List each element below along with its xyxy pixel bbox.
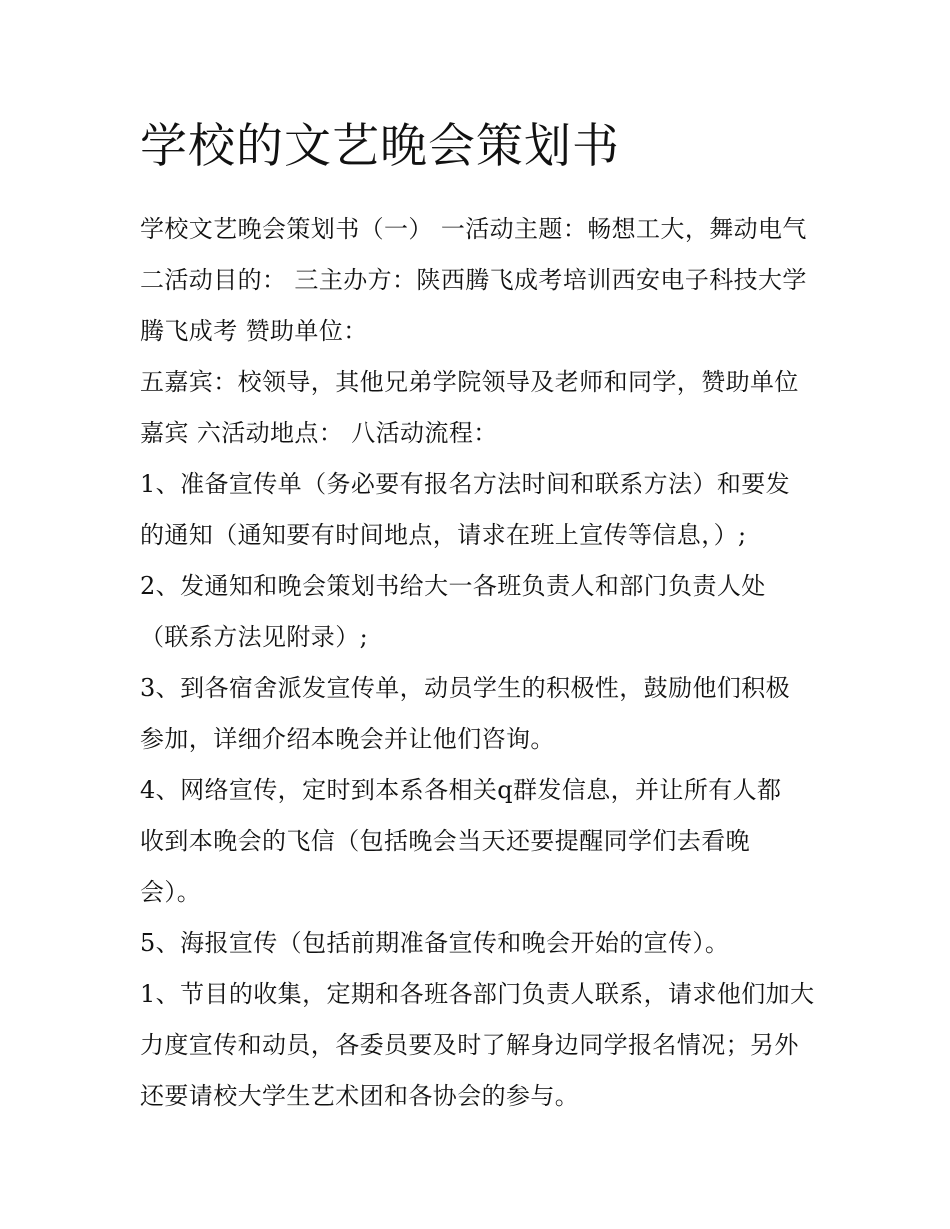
document-body [140, 112, 820, 1122]
paragraph-step-2: 2、发通知和晚会策划书给大一各班负责人和部门负责人处（联系方法见附录）; [140, 572, 766, 651]
paragraph-step-3: 3、到各宿舍派发宣传单，动员学生的积极性，鼓励他们积极参加，详细介绍本晚会并让他们咨询。 [140, 674, 791, 753]
paragraph-guests: 五嘉宾：校领导，其他兄弟学院领导及老师和同学，赞助单位嘉宾 六活动地点： 八活动流程： [140, 368, 799, 447]
paragraph-intro: 学校文艺晚会策划书（一） 一活动主题：畅想工大，舞动电气 二活动目的： 三主办方：陕西腾飞成考培训西安电子科技大学腾飞成考 赞助单位： [140, 215, 807, 345]
paragraph-program-collection: 1、节目的收集，定期和各班各部门负责人联系，请求他们加大力度宣传和动员，各委员要及时了解身边同学报名情况；另外还要请校大学生艺术团和各协会的参与。 [140, 980, 815, 1110]
paragraph-step-4: 4、网络宣传，定时到本系各相关q群发信息，并让所有人都收到本晚会的飞信（包括晚会当天还要提醒同学们去看晚会）。 [140, 776, 782, 906]
document-title: 学校的文艺晚会策划书 [140, 119, 620, 174]
paragraph-step-1: 1、准备宣传单（务必要有报名方法时间和联系方法）和要发的通知（通知要有时间地点，请求在班上宣传等信息，）; [140, 470, 791, 549]
paragraph-step-5: 5、海报宣传（包括前期准备宣传和晚会开始的宣传）。 [140, 929, 730, 957]
